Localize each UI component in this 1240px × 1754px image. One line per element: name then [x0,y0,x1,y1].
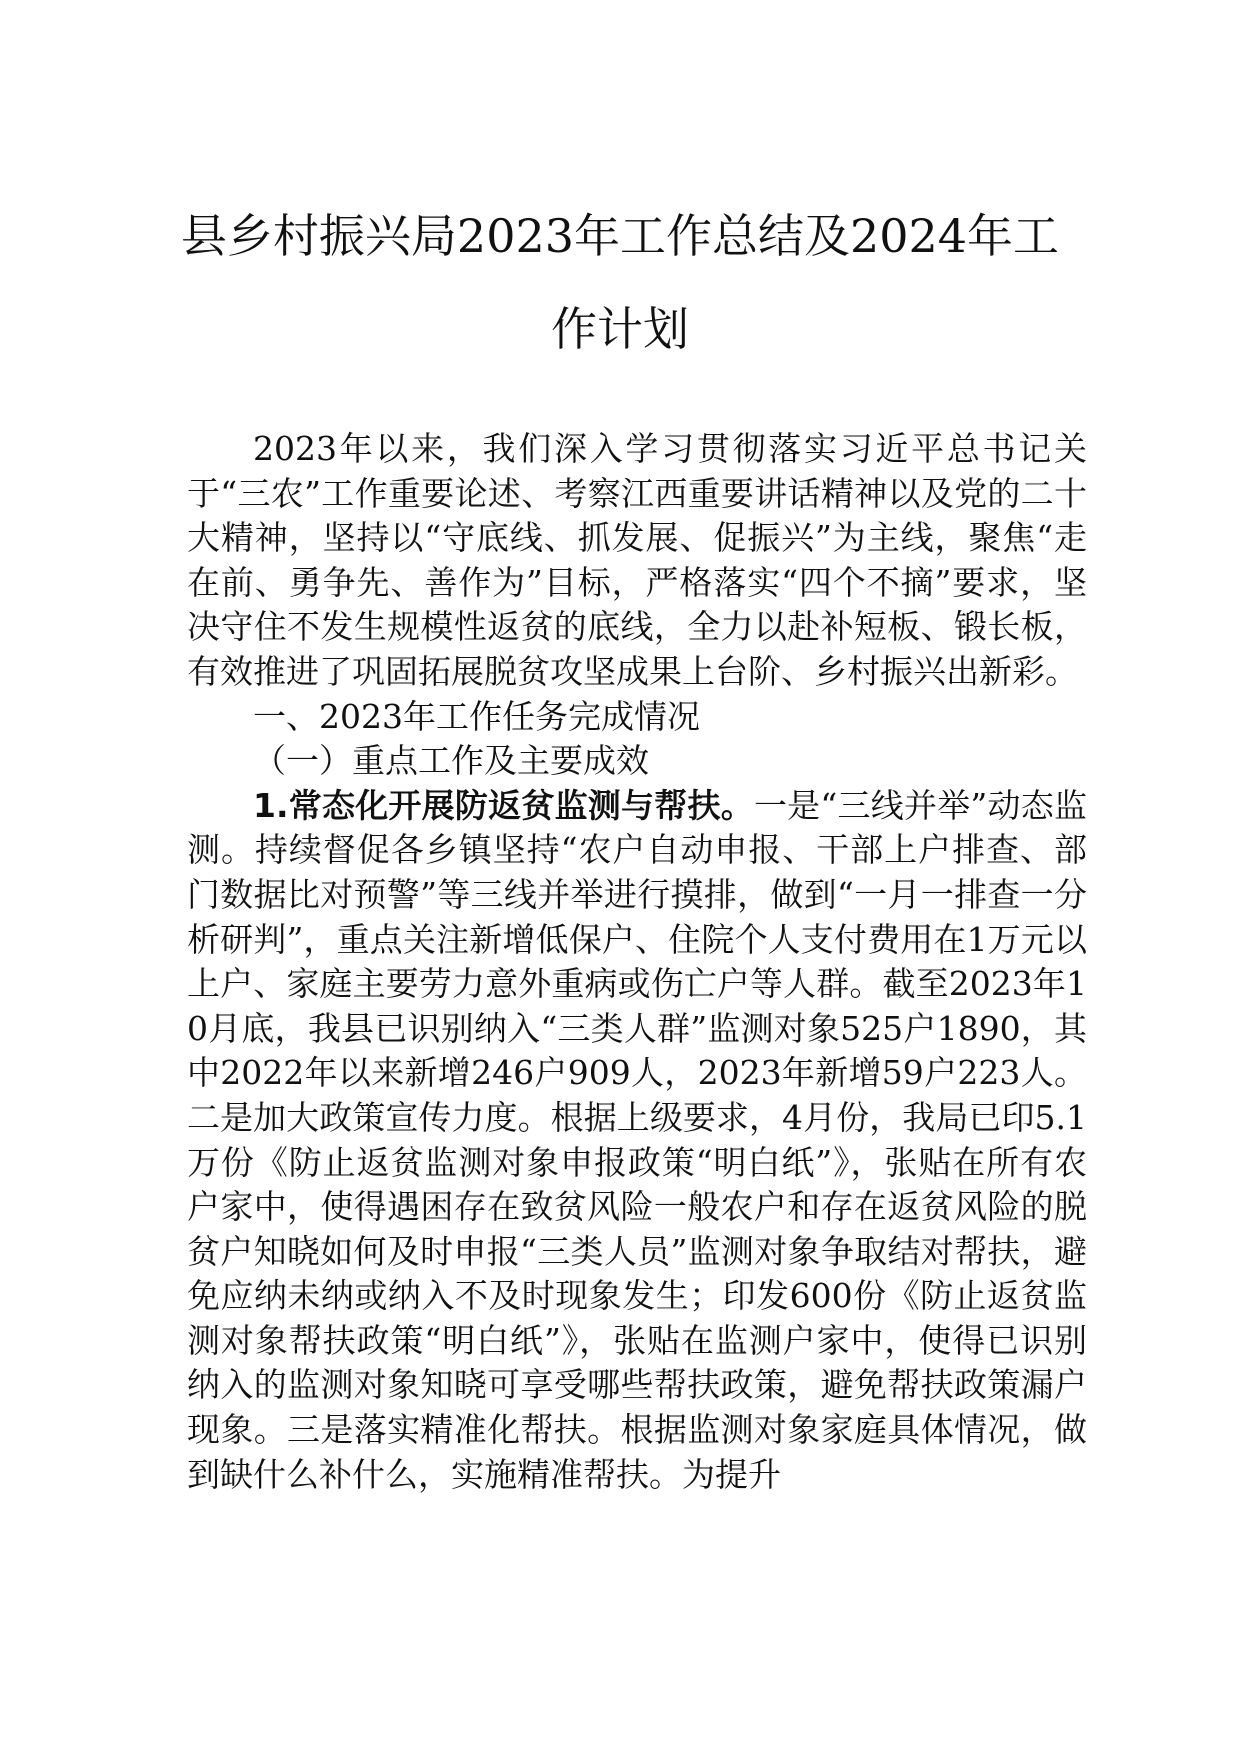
document-body [187,427,1087,1497]
section-heading: 一、2023年工作任务完成情况 [253,696,700,736]
intro-paragraph: 2023年以来，我们深入学习贯彻落实习近平总书记关于“三农”工作重要论述、考察江西重要讲话精神以及党的二十大精神，坚持以“守底线、抓发展、促振兴”为主线，聚焦“走在前、勇争先、善作为”目标，严格落实“四个不摘”要求，坚决守住不发生规模性返贫的底线，全力以赴补短板、锻长板，有效推进了巩固拓展脱贫攻坚成果上台阶、乡村振兴出新彩。 [187,429,1087,691]
title-line-1: 县乡村振兴局2023年工作总结及2024年工 [180,209,1060,263]
subsection-heading: （一）重点工作及主要成效 [253,741,649,781]
item-1-body: 一是“三线并举”动态监测。持续督促各乡镇坚持“农户自动申报、干部上户排查、部门数据比对预警”等三线并举进行摸排，做到“一月一排查一分析研判”，重点关注新增低保户、住院个人支付费用在1万元以上户、家庭主要劳力意外重病或伤亡户等人群。截至2023年10月底，我县已识别纳入“三类人群”监测对象525户1890，其中2022年以来新增246户909人，2023年新增59户223人。二是加大政策宣传力度。根据上级要求，4月份，我局已印5.1万份《防止返贫监测对象申报政策“明白纸”》，张贴在所有农户家中，使得遇困存在致贫风险一般农户和存在返贫风险的脱贫户知晓如何及时申报“三类人员”监测对象争取结对帮扶，避免应纳未纳或纳入不及时现象发生；印发600份《防止返贫监测对象帮扶政策“明白纸”》，张贴在监测户家中，使得已识别纳入的监测对象知晓可享受哪些帮扶政策，避免帮扶政策漏户现象。三是落实精准化帮扶。根据监测对象家庭具体情况，做到缺什么补什么，实施精准帮扶。为提升 [187,785,1087,1494]
item-1-lead: 1.常态化开展防返贫监测与帮扶。 [253,785,754,825]
item-1-paragraph [187,784,1087,1498]
document-title [170,190,1070,376]
title-line-2: 作计划 [551,302,689,356]
